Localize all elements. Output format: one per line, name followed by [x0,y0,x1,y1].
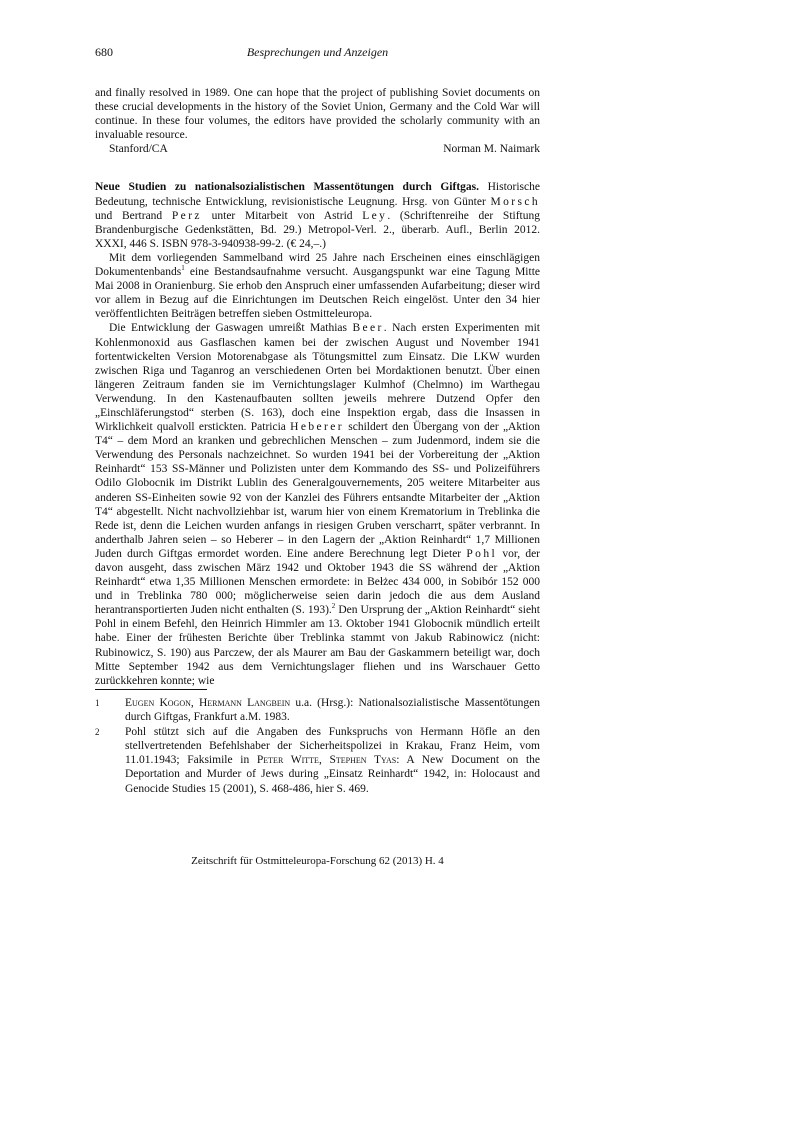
footnote-ref-2: 2 [331,602,336,611]
footnote-mark: 2 [95,727,100,738]
review2-bibliographic-entry: Neue Studien zu nationalsozialistischen Massentötungen durch Giftgas. Historische Bedeutung, technische Entwicklung, revisionistische Leugnung. Hrsg. von Günter Morsch und Bertrand Perz unter Mitarbeit von Astrid Ley. (Schriftenreihe der Stiftung Brandenburgische Gedenkstätten, Bd. 29.) Metropol-Verl. 2., überarb. Aufl., Berlin 2012. XXXI, 446 S. ISBN 978-3-940938-99-2. (€ 24,–.) [95,181,540,250]
review1-closing-paragraph: and finally resolved in 1989. One can hope that the project of publishing Soviet documents on these crucial developments in the history of the Soviet Union, Germany and the Cold War will continue. In these four volumes, the editors have provided the scholarly community with an invaluable resource. [95,87,540,142]
editor-name: Perz [171,209,202,222]
author-name: Beer [352,322,384,335]
journal-footer: Zeitschrift für Ostmitteleuropa-Forschung 62 (2013) H. 4 [191,855,444,867]
footnote-1: 1 Eugen Kogon, Hermann Langbein u.a. (Hrsg.): Nationalsozialistische Massentötungen durch Giftgas, Frankfurt a.M. 1983. [95,697,540,724]
footnote-authors: Peter Witte, Stephen Tyas [256,754,397,767]
author-name: Heberer [290,421,344,434]
review2-paragraph-2: Die Entwicklung der Gaswagen umreißt Mathias Beer. Nach ersten Experimenten mit Kohlenmonoxid aus Gasflaschen kamen bei der zwischen August und November 1941 fortentwickelten Version Motorenabgase als Tötungsmittel zum Einsatz. Die LKW wurden zwischen Riga und Taganrog an verschiedenen Orten bei Mordaktionen benutzt. Über einen längeren Zeitraum fanden sie im Vernichtungslager Kulmhof (Chelmno) im Warthegau Verwendung. In den Kastenaufbauten sollten jeweils mehrere Dutzend Opfer den „Einschläferungstod“ sterben (S. 163), doch eine Inspektion ergab, dass die Insassen in Wirklichkeit qualvoll erstickten. Patricia Heberer schildert den Übergang von der „Aktion T4“ – dem Mord an kranken und gebrechlichen Menschen – zum Judenmord, indem sie die Verwendung des Personals nachzeichnet. So wurden 1941 bei der Vorbereitung der „Aktion Reinhardt“ 153 SS-Männer und Polizisten unter dem Kommando des SS- und Polizeiführers Odilo Globocnik im Distrikt Lublin des Generalgouvernements, 205 weitere Mitarbeiter aus anderen SS-Einheiten sowie 92 von der Kanzlei des Führers entsandte Mitarbeiter der „Aktion T4“ abgestellt. Nicht nachvollziehbar ist, warum hier von einem Krematorium in Treblinka die Rede ist, denn die Leichen wurden anfangs in riesigen Gruben verscharrt, später verbrannt. In anderthalb Jahren seien – so Heberer – in den Lagern der „Aktion Reinhardt“ 1,7 Millionen Juden durch Giftgas ermordet worden. Eine andere Berechnung legt Dieter Pohl vor, der davon ausgeht, dass zwischen März 1942 und Oktober 1943 die SS während der „Aktion Reinhardt“ etwa 1,35 Millionen Menschen ermordete: in Bełżec 434 000, in Sobibór 152 000 und in Treblinka 780 000; möglicherweise seien darin jedoch die aus dem Ausland herantransportierten Juden nicht enthalten (S. 193).$^2$ Den Ursprung der „Aktion Reinhardt“ sieht Pohl in einem Befehl, den Heinrich Himmler am 13. Oktober 1941 Globocnik mündlich erteilt habe. Einer der frühesten Berichte über Treblinka stammt von Jakub Rabinowicz (nicht: Rubinowicz, S. 190) aus Parczew, der als Maurer am Bau der Gaskammern beteiligt war, doch Mitte September 1942 aus dem Vernichtungslager fliehen und ins Warschauer Getto zurückkehren konnte; wie [95,322,541,687]
footnote-2: 2 Pohl stützt sich auf die Angaben des Funkspruchs von Hermann Höfle an den stellvertretenden Befehlshaber der Sicherheitspolizei in Krakau, Franz Heim, vom 11.01.1943; Faksimile in Peter Witte, Stephen Tyas: A New Document on the Deportation and Murder of Jews during „Einsatz Reinhardt“ 1942, in: Holocaust and Genocide Studies 15 (2001), S. 468-486, hier S. 469. [95,726,541,795]
review2-book-title: Neue Studien zu nationalsozialistischen Massentötungen durch Giftgas. [95,181,479,194]
editor-name: Ley [362,209,388,222]
footnote-ref-1: 1 [181,264,185,273]
footnote-separator [95,689,207,690]
editor-name: Morsch [490,195,540,208]
review1-signature [95,142,540,156]
review1-place: Stanford/CA [109,143,168,156]
footnote-mark: 1 [95,698,100,708]
running-title: Besprechungen und Anzeigen [246,45,389,59]
footnotes [95,696,540,797]
author-name: Pohl [466,547,498,560]
running-header [95,45,540,63]
review1-reviewer: Norman M. Naimark [443,143,540,156]
main-text [95,86,540,688]
review2-paragraph-1: Mit dem vorliegenden Sammelband wird 25 Jahre nach Erscheinen eines einschlägigen Dokumentenbands$^1$ eine Bestandsaufnahme versucht. Ausgangspunkt war eine Tagung Mitte Mai 2008 in Oranienburg. Sie erhob den Anspruch einer umfassenden Aufarbeitung; dieser wird vor allem in Bezug auf die Einrichtungen im Deutschen Reich eingelöst. Unter den 34 hier veröffentlichten Beiträgen betreffen sieben Ostmitteleuropa. [95,251,540,321]
footnote-authors: Eugen Kogon, Hermann Langbein [125,697,291,709]
page-number: 680 [95,45,113,59]
